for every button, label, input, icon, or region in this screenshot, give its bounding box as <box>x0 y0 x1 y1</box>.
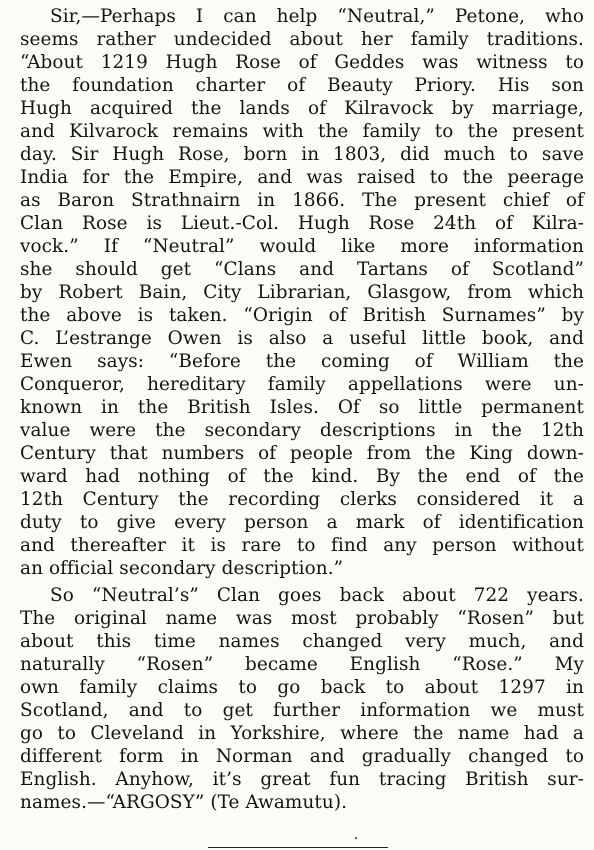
text-line: known in the British Isles. Of so little permanent <box>20 397 584 418</box>
text-line: Clan Rose is Lieut.-Col. Hugh Rose 24th of Kilra- <box>20 213 584 234</box>
closing-rule <box>208 847 388 848</box>
text-line: different form in Norman and gradually changed to <box>20 746 584 767</box>
text-line: India for the Empire, and was raised to the peerage <box>20 167 584 188</box>
text-line: she should get “Clans and Tartans of Scotland” <box>20 259 584 280</box>
text-line: own family claims to go back to about 1297 in <box>20 677 584 698</box>
text-line: names.—“ARGOSY” (Te Awamutu). <box>20 792 348 813</box>
text-line: C. L’estrange Owen is also a useful little book, and <box>20 328 584 349</box>
text-line: The original name was most probably “Rosen” but <box>20 608 584 629</box>
text-line: value were the secondary descriptions in the 12th <box>20 420 584 441</box>
text-line: day. Sir Hugh Rose, born in 1803, did much to save <box>20 144 584 165</box>
text-line: about this time names changed very much, and <box>20 631 584 652</box>
text-line: Sir,—Perhaps I can help “Neutral,” Petone, who <box>50 6 584 27</box>
text-line: duty to give every person a mark of identification <box>20 512 584 533</box>
text-line: Hugh acquired the lands of Kilravock by marriage, <box>20 98 584 119</box>
text-line: the foundation charter of Beauty Priory. His son <box>20 75 584 96</box>
text-line: vock.” If “Neutral” would like more information <box>20 236 584 257</box>
text-line: the above is taken. “Origin of British Surnames” by <box>20 305 584 326</box>
text-line: as Baron Strathnairn in 1866. The present chief of <box>20 190 584 211</box>
text-line: English. Anyhow, it’s great fun tracing British sur- <box>20 769 584 790</box>
text-line: Ewen says: “Before the coming of William the <box>20 351 584 372</box>
text-line: “About 1219 Hugh Rose of Geddes was witness to <box>20 52 584 73</box>
ink-dot <box>355 837 357 839</box>
text-line: by Robert Bain, City Librarian, Glasgow, from which <box>20 282 584 303</box>
text-line: go to Cleveland in Yorkshire, where the name had a <box>20 723 584 744</box>
text-line: naturally “Rosen” became English “Rose.” My <box>20 654 584 675</box>
text-line: and Kilvarock remains with the family to the present <box>20 121 584 142</box>
text-line: an official secondary description.” <box>20 558 344 579</box>
text-line: 12th Century the recording clerks considered it a <box>20 489 584 510</box>
text-line: and thereafter it is rare to find any person without <box>20 535 584 556</box>
text-line: seems rather undecided about her family traditions. <box>20 29 584 50</box>
text-line: Conqueror, hereditary family appellations were un- <box>20 374 584 395</box>
text-line: Scotland, and to get further information we must <box>20 700 584 721</box>
text-line: ward had nothing of the kind. By the end of the <box>20 466 584 487</box>
text-line: So “Neutral’s” Clan goes back about 722 years. <box>50 585 584 606</box>
text-line: Century that numbers of people from the King down- <box>20 443 584 464</box>
